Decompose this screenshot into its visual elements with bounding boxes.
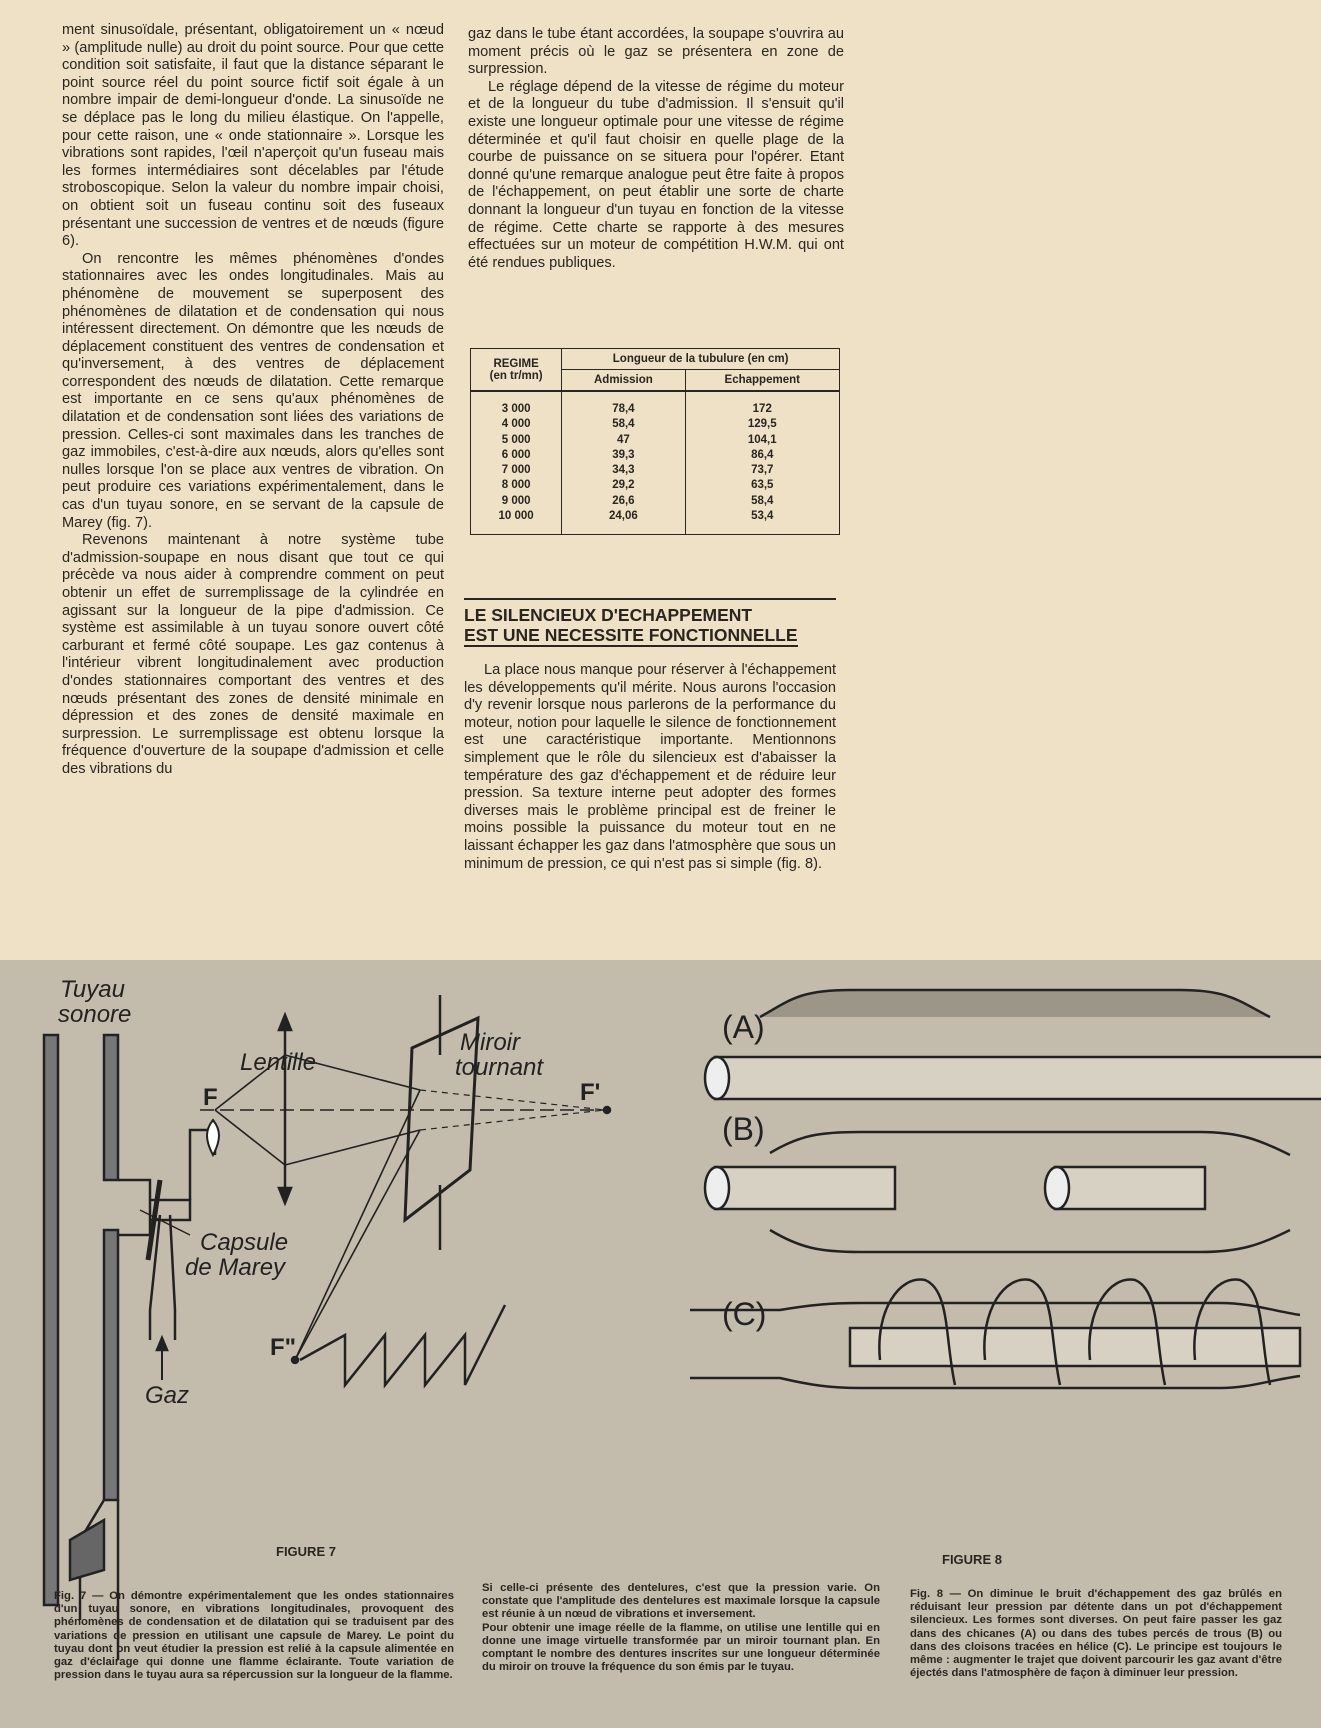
- paragraph: Le réglage dépend de la vitesse de régime du moteur et de la longueur du tube d'admission. Il s'ensuit qu'il existe une longueur optimale pour une vitesse de régime déterminée et qu'il faut choisir en quelle plage de la courbe de puissance on se situera pour l'opérer. Etant donné qu'une remarque analogue peut être faite à propos de l'échappement, on peut établir une sorte de charte donnant la longueur d'un tuyau en fonction de la vitesse de régime. Cette charte se rapporte à des mesures effectuées sur un moteur de compétition H.W.M. qui ont été rendues publiques.: [468, 78, 844, 271]
- regime-cell: 9 000: [471, 494, 562, 509]
- caption-fig-7: [54, 1590, 454, 1682]
- regime-cell: 3 000: [471, 402, 562, 417]
- ray-virtual: [420, 1090, 605, 1110]
- admission-header: Admission: [562, 370, 685, 392]
- admission-cell: 47: [562, 433, 685, 448]
- label-tournant: tournant: [455, 1054, 544, 1081]
- section-heading-line-1: LE SILENCIEUX D'ECHAPPEMENT: [464, 605, 753, 625]
- regime-header-unit: (en tr/mn): [489, 369, 543, 382]
- echappement-cell: 63,5: [751, 479, 774, 492]
- echappement-header: Echappement: [685, 370, 839, 392]
- admission-cell: 34,3: [562, 463, 685, 478]
- admission-cell: 58,4: [562, 417, 685, 432]
- caption-text: Fig. 8 — On diminue le bruit d'échappement des gaz brûlés en réduisant leur pression par détente dans un pot d'échappement silencieux. Les formes sont diverses. On peut faire passer les gaz dans des chicanes (A) ou dans des tubes percés de trous (B) ou dans des cloisons tracées en hélice (C). Le principe est toujours le même : augmenter le trajet que doivent parcourir les gaz avant d'être éjectés dans l'atmosphère de façon à diminuer leur pression.: [910, 1588, 1282, 1680]
- figure-7-drawing: [44, 995, 610, 1660]
- echappement-cell: 73,7: [751, 464, 774, 477]
- label-miroir: Miroir: [460, 1029, 520, 1056]
- regime-cell: 4 000: [471, 417, 562, 432]
- table-row: [471, 463, 840, 478]
- caption-text: Pour obtenir une image réelle de la flamme, on utilise une lentille qui en donne une image virtuelle transformée par un miroir tournant plan. En comptant le nombre des dentures inscrites sur une longueur déterminée du miroir on trouve la fréquence du son émis par le tuyau.: [482, 1621, 880, 1674]
- pipe-right-wall-lower: [104, 1230, 118, 1500]
- figures-panel: [0, 960, 1321, 1728]
- label-f-second: F": [270, 1334, 297, 1361]
- side-branch: [118, 1180, 150, 1235]
- label-de-marey: de Marey: [185, 1254, 286, 1281]
- muffler-b-shell: [770, 1132, 1290, 1155]
- pipe-left-wall: [44, 1035, 58, 1605]
- muffler-a-tube-end: [705, 1057, 729, 1099]
- lens-arrow-down-icon: [279, 1188, 291, 1203]
- muffler-c-shell: [690, 1303, 1300, 1315]
- regime-cell: 6 000: [471, 448, 562, 463]
- text-column-2: [468, 26, 844, 272]
- regime-header-label: REGIME: [493, 357, 539, 370]
- paragraph: gaz dans le tube étant accordées, la soupape s'ouvrira au moment précis où le gaz se présentera en zone de surpression.: [468, 26, 844, 78]
- caption-text: Si celle-ci présente des dentelures, c'est que la pression varie. On constate que l'amplitude des dentelures est maximale lorsque la capsule est réunie à un nœud de vibrations et inversement.: [482, 1582, 880, 1621]
- echappement-cell: 104,1: [747, 433, 777, 446]
- section-body: [464, 662, 836, 873]
- label-f-prime: F': [580, 1079, 601, 1106]
- admission-cell: 29,2: [562, 478, 685, 493]
- admission-cell: 39,3: [562, 448, 685, 463]
- label-c: (C): [722, 1296, 767, 1332]
- muffler-b-tube-1: [715, 1167, 895, 1209]
- flame-trace-zigzag: [300, 1305, 505, 1385]
- ray: [215, 1110, 285, 1165]
- caption-middle: [482, 1582, 880, 1674]
- regime-cell: 10 000: [471, 509, 562, 524]
- echappement-cell: 53,4: [751, 510, 774, 523]
- table-row: [471, 509, 840, 524]
- regime-header: [471, 349, 562, 392]
- text-column-1: [62, 22, 444, 779]
- paragraph: Revenons maintenant à notre système tube d'admission-soupape en nous disant que tout ce qui précède va nous aider à comprendre comment on peut obtenir un effet de surremplissage de la cylindrée en agissant sur la longueur de la pipe d'admission. Ce système est assimilable à un tuyau sonore ouvert côté carburant et fermé côté soupape. Les gaz contenus à l'intérieur vibrent longitudinalement avec production d'ondes stationnaires comportant des ventres et des nœuds présentant des zones de densité minimale en dépression et des zones de densité maximale en surpression. Le surremplissage est obtenu lorsque la fréquence d'ouverture de la soupape d'admission et celle des vibrations du: [62, 532, 444, 777]
- table-row: [471, 402, 840, 417]
- label-sonore: sonore: [58, 1001, 132, 1028]
- paragraph: On rencontre les mêmes phénomènes d'ondes stationnaires avec les ondes longitudinales. Mais au phénomène de mouvement se superposent des phénomènes de dilatation et de condensation qui nous intéressent directement. On démontre que les nœuds de déplacement constituent des ventres de condensation et qu'inversement, à des ventres de déplacement correspondent des nœuds de dilatation. Cette remarque est importante en ce sens qu'aux phénomènes de dilatation et de condensation sont liées des variations de pression. Celles-ci sont maximales dans les tranches de gaz immobiles, c'est-à-dire aux nœuds, alors qu'elles sont nulles lorsque l'on se place aux ventres de vibration. On peut produire ces variations expérimentalement, dans le cas d'un tuyau sonore, en se servant de la capsule de Marey (fig. 7).: [62, 250, 444, 531]
- table-row: [471, 478, 840, 493]
- figure-8-drawing: [690, 990, 1321, 1388]
- label-b: (B): [722, 1111, 765, 1147]
- table-row: [471, 417, 840, 432]
- caption-text: Fig. 7 — On démontre expérimentalement que les ondes stationnaires d'un tuyau sonore, en vibrations longitudinales, provoquent des phénomènes de condensation et de dilatation qui se traduisent par des variations de pression en utilisant une capsule de Marey. Le point du tuyau dont on veut étudier la pression est relié à la capsule alimentée en gaz d'éclairage qui donne une flamme éclairante. Toute variation de pression dans le tuyau aura sa répercussion sur la longueur de la flamme.: [54, 1590, 454, 1682]
- muffler-c-tube: [850, 1328, 1300, 1366]
- muffler-a-tube: [715, 1057, 1321, 1099]
- reflected-ray: [295, 1090, 420, 1360]
- muffler-a-shell: [760, 990, 1270, 1017]
- lens-arrow-up-icon: [279, 1015, 291, 1030]
- reflected-ray: [295, 1130, 420, 1360]
- label-gaz: Gaz: [145, 1382, 190, 1409]
- label-a: (A): [722, 1009, 765, 1045]
- ray-virtual: [420, 1110, 605, 1130]
- pipe-right-wall-upper: [104, 1035, 118, 1180]
- echappement-cell: 172: [752, 403, 772, 415]
- muffler-b-tube-2: [1055, 1167, 1205, 1209]
- regime-table: [470, 348, 840, 535]
- capsule-pointer: [140, 1210, 190, 1235]
- paragraph: La place nous manque pour réserver à l'échappement les développements qu'il mérite. Nous aurons l'occasion d'y revenir lorsque nous parlerons de la performance du moteur, notion pour laquelle le silence de fonctionnement est une caractéristique importante. Mentionnons simplement que le rôle du silencieux est d'abaisser la température des gaz d'échappement et de réduire leur pression. Sa texture interne peut adopter des formes diverses mais le problème principal est de freiner le moins possible la puissance du moteur tout en ne laissant échapper les gaz dans l'atmosphère que sous un minimum de pression, ce qui n'est pas si simple (fig. 8).: [464, 662, 836, 872]
- focus-point-f-prime: [604, 1107, 610, 1113]
- length-group-header: Longueur de la tubulure (en cm): [612, 353, 789, 365]
- echappement-cell: 129,5: [747, 418, 777, 431]
- admission-cell: 78,4: [562, 402, 685, 417]
- label-tuyau: Tuyau: [60, 976, 125, 1003]
- echappement-cell: 58,4: [751, 494, 774, 507]
- table-row: [471, 448, 840, 463]
- caption-fig-8: [910, 1588, 1282, 1680]
- flame-icon: [207, 1120, 219, 1155]
- echappement-cell: 86,4: [751, 448, 774, 461]
- admission-cell: 26,6: [562, 494, 685, 509]
- table-row: [471, 494, 840, 509]
- paragraph: ment sinusoïdale, présentant, obligatoirement un « nœud » (amplitude nulle) au droit du point source. Pour que cette condition soit satisfaite, il faut que la distance séparant le point source réel du point source fictif soit égale à un nombre impair de demi-longueur d'onde. La sinusoïde ne se déplace pas le long du milieu élastique. On l'appelle, pour cette raison, une « onde stationnaire ». Lorsque les vibrations sont rapides, l'œil n'aperçoit qu'un fuseau mais les formes intermédiaires sont décelables par l'étude stroboscopique. Selon la valeur du nombre impair choisi, on obtient soit un fuseau continu soit des fuseaux présentant une succession de ventres et de nœuds (figure 6).: [62, 22, 444, 250]
- regime-cell: 8 000: [471, 478, 562, 493]
- table-row: [471, 433, 840, 448]
- admission-cell: 24,06: [562, 509, 685, 524]
- figure-8-label: FIGURE 8: [942, 1552, 1002, 1567]
- label-capsule: Capsule: [200, 1229, 289, 1256]
- section-heading-line-2: EST UNE NECESSITE FONCTIONNELLE: [464, 625, 798, 645]
- regime-cell: 7 000: [471, 463, 562, 478]
- section-heading: [464, 598, 836, 645]
- figure-7-label: FIGURE 7: [276, 1544, 336, 1559]
- label-lentille: Lentille: [240, 1049, 317, 1076]
- regime-cell: 5 000: [471, 433, 562, 448]
- label-f: F: [203, 1084, 218, 1111]
